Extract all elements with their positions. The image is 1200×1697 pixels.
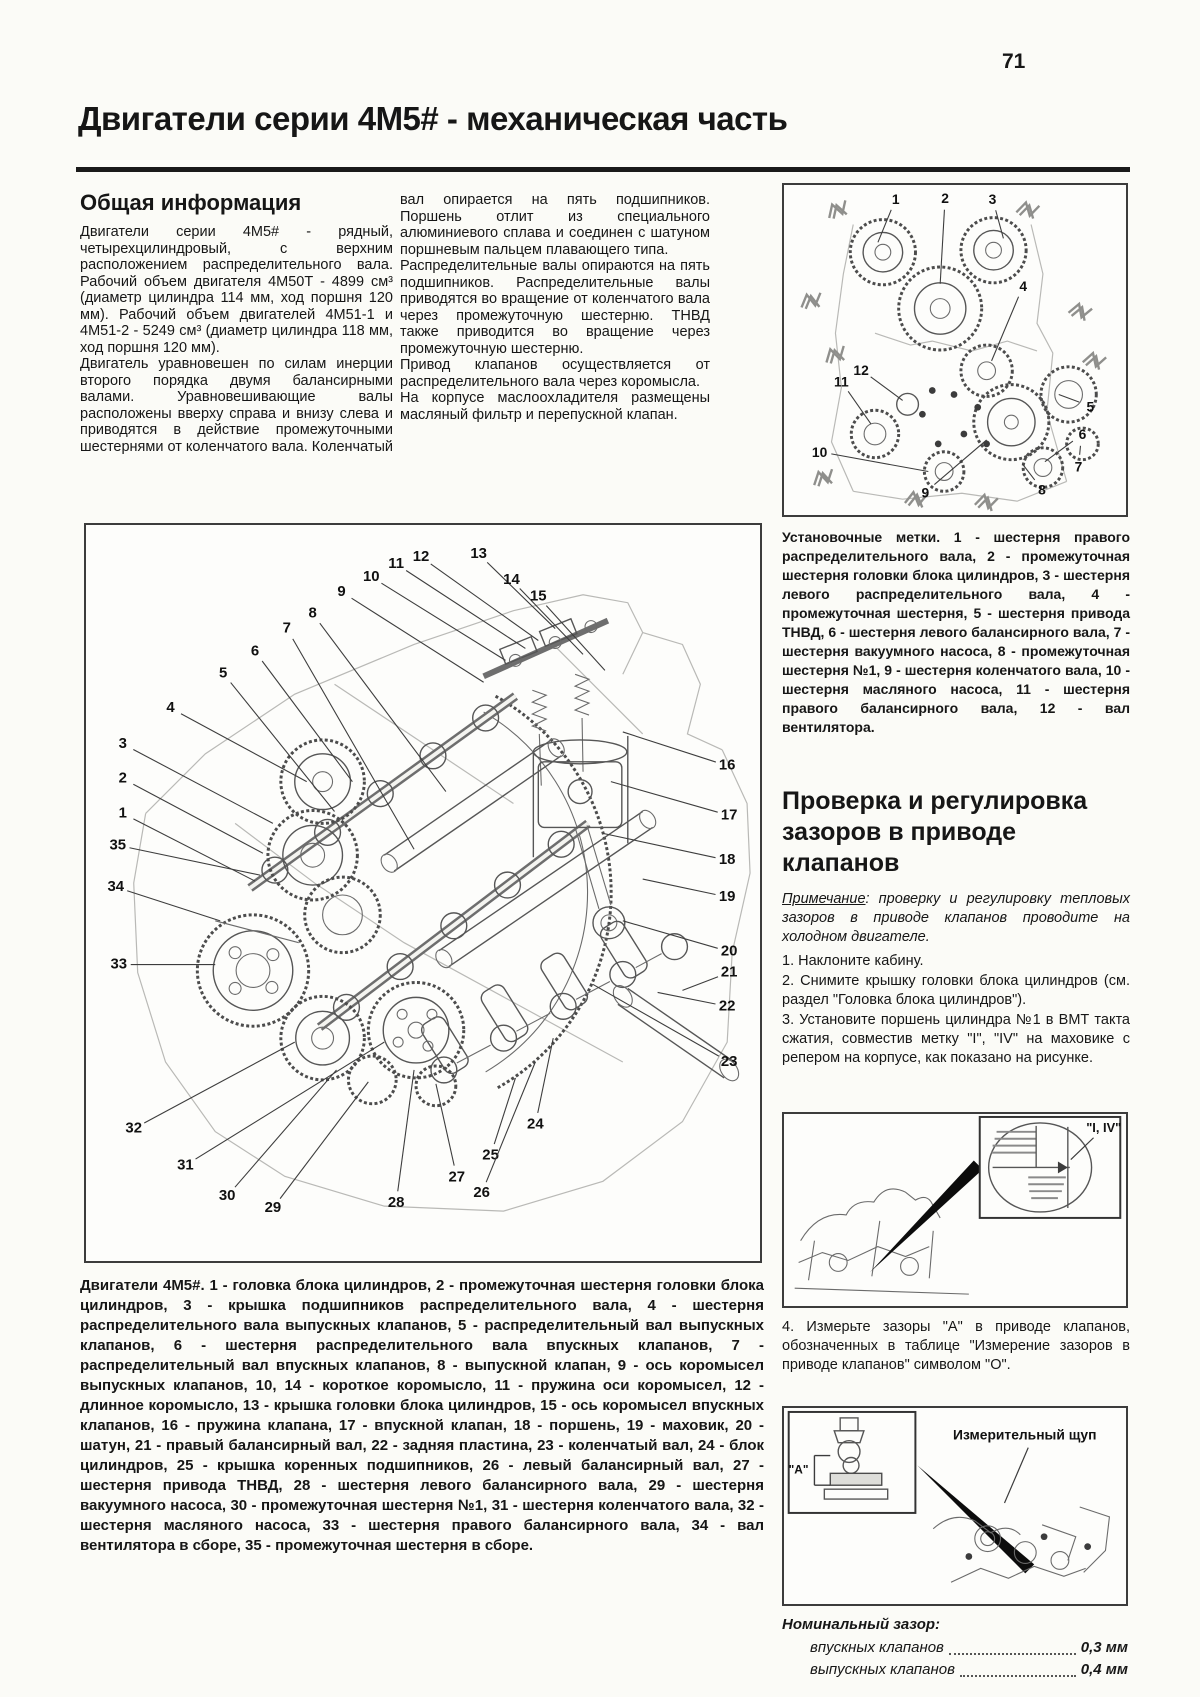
callout-line-29 (280, 1082, 368, 1199)
callout-number-26: 26 (473, 1185, 490, 1202)
general-info-column-1 (80, 190, 393, 455)
paragraph: Двигатели серии 4М5# - рядный, четырехцилиндровый, с верхним расположением распределительного вала. Рабочий объем двигателя 4М50Т - 4899 см³ (диаметр цилиндра 114 мм, ход поршня 120 мм). Рабочий объем двигателей 4М51-1 и 4М51-2 - 5249 см³ (диаметр цилиндра 118 мм, ход поршня 120 мм). (80, 224, 393, 356)
feeler-pointer-line (1004, 1448, 1028, 1503)
flywheel-inset (980, 1117, 1122, 1218)
callout-number-3: 3 (118, 735, 127, 752)
engine-exploded-figure (84, 523, 762, 1263)
dotted-leader (949, 1653, 1076, 1655)
timing-mark-symbols (800, 200, 1106, 511)
callout-number-33: 33 (110, 956, 128, 973)
callout-number-1: 1 (118, 805, 127, 822)
callout-number-4: 4 (166, 700, 175, 717)
callout-number-18: 18 (718, 852, 736, 869)
shaft-tubes (378, 736, 659, 971)
callout-number-27: 27 (448, 1169, 466, 1186)
callout-number-34: 34 (107, 879, 125, 896)
callout-number-3: 3 (988, 190, 997, 207)
callout-line-7 (1080, 446, 1081, 455)
step-2: 2. Снимите крышку головки блока цилиндров (см. раздел "Головка блока цилиндров"). (782, 973, 1130, 1008)
callout-line-20 (623, 921, 718, 948)
callout-line-11 (848, 391, 871, 424)
cylinder-head-line-art (933, 1507, 1109, 1582)
callout-line-18 (603, 833, 716, 857)
engine-exploded-diagram (86, 525, 760, 1261)
callout-number-13: 13 (470, 546, 487, 563)
step-1: 1. Наклоните кабину. (782, 953, 924, 969)
timing-marks-diagram (784, 185, 1126, 515)
engine-block-outline (134, 595, 750, 1211)
callout-number-35: 35 (109, 837, 127, 854)
callout-number-28: 28 (387, 1195, 405, 1212)
callout-line-19 (643, 879, 716, 894)
callout-line-30 (235, 1070, 337, 1187)
callout-line-5 (1059, 394, 1080, 402)
valve-section-note (782, 890, 1130, 947)
callout-line-12 (431, 564, 539, 641)
spec-title: Номинальный зазор: (782, 1616, 941, 1633)
callout-number-22: 22 (718, 998, 736, 1015)
callout-number-30: 30 (218, 1188, 236, 1205)
page-number: 71 (1002, 50, 1026, 73)
callout-number-8: 8 (308, 605, 317, 622)
callout-line-21 (682, 977, 718, 991)
valve-section-heading: Проверка и регулировка зазоров в приводе клапанов (782, 787, 1088, 877)
callout-line-1 (878, 210, 891, 242)
callout-number-15: 15 (530, 588, 547, 605)
callout-line-9 (352, 598, 484, 682)
paragraph: вал опирается на пять подшипников. Поршень отлит из специального алюминиевого сплава и соединен с шатуном поршневым пальцем плавающего типа. (400, 192, 710, 258)
feeler-gauge-figure (782, 1406, 1128, 1606)
callout-number-4: 4 (1019, 277, 1028, 294)
callout-number-11: 11 (388, 555, 405, 572)
valve-section-steps (782, 952, 1130, 1069)
callout-number-11: 11 (834, 373, 849, 390)
spec-value: 0,4 мм (1080, 1661, 1128, 1678)
callout-line-23 (593, 984, 719, 1056)
spec-row-intake (782, 1637, 1128, 1659)
flywheel-mark-diagram (784, 1114, 1126, 1306)
general-info-column-2 (400, 192, 710, 423)
callout-number-5: 5 (219, 665, 228, 682)
callout-line-12 (871, 377, 903, 401)
callout-number-14: 14 (503, 571, 520, 588)
callout-number-2: 2 (941, 189, 949, 206)
callout-line-31 (196, 1042, 385, 1159)
callout-number-10: 10 (811, 443, 828, 460)
crankshaft (419, 918, 688, 1083)
flywheel-mark-label: "I, IV" (1086, 1119, 1122, 1135)
callout-line-10 (831, 454, 928, 472)
nominal-clearance-spec (782, 1616, 1128, 1681)
front-gear-cluster (197, 740, 463, 1106)
callout-line-28 (398, 1070, 414, 1191)
callout-number-10: 10 (363, 568, 380, 585)
paragraph: Привод клапанов осуществляется от распределительного вала через коромысла. (400, 357, 710, 390)
callout-line-17 (611, 782, 718, 813)
callout-line-6 (262, 661, 352, 782)
dotted-leader (960, 1675, 1076, 1677)
callout-line-22 (658, 992, 716, 1004)
paragraph: На корпусе маслоохладителя размещены масляный фильтр и перепускной клапан. (400, 390, 710, 423)
callout-number-23: 23 (720, 1053, 738, 1070)
callout-number-25: 25 (482, 1147, 499, 1164)
valve-section-step-4: 4. Измерьте зазоры "А" в приводе клапанов, обозначенных в таблице "Измерение зазоров в приводе клапанов" символом "О". (782, 1319, 1130, 1373)
callout-number-31: 31 (177, 1157, 194, 1174)
feeler-blade (917, 1465, 1034, 1573)
callout-number-9: 9 (337, 583, 346, 600)
callout-number-9: 9 (921, 484, 930, 501)
callout-number-5: 5 (1086, 398, 1095, 415)
callout-number-29: 29 (264, 1200, 282, 1217)
callout-number-20: 20 (720, 943, 738, 960)
callout-number-8: 8 (1038, 481, 1046, 498)
callout-line-8 (320, 623, 446, 791)
callout-line-15 (546, 606, 605, 671)
callout-line-4 (181, 714, 307, 782)
paragraph: Двигатель уравновешен по силам инерции второго порядка двумя балансирными валами. Уравновешивающие валы расположены вверху справа и внизу слева и приводятся в действие промежуточными шестернями от коленчатого вала. Коленчатый (80, 356, 393, 455)
callout-number-7: 7 (1074, 458, 1083, 475)
callout-line-8 (1022, 464, 1035, 480)
callout-number-16: 16 (718, 757, 736, 774)
spec-row-exhaust (782, 1659, 1128, 1681)
note-text: : проверку и регулировку тепловых зазоров в приводе клапанов проводите на холодном двигателе. (782, 891, 1130, 945)
callout-number-19: 19 (718, 888, 736, 905)
callout-line-3 (996, 210, 1004, 238)
page-title: Двигатели серии 4М5# - механическая часть (78, 100, 788, 137)
general-info-heading: Общая информация (80, 190, 302, 215)
spec-name: выпускных клапанов (810, 1661, 955, 1678)
feeler-gauge-diagram (784, 1408, 1126, 1604)
callout-number-7: 7 (282, 620, 291, 637)
callout-line-25 (494, 1078, 515, 1144)
callout-line-2 (940, 210, 944, 284)
callout-number-12: 12 (412, 548, 430, 565)
step-3: 3. Установите поршень цилиндра №1 в ВМТ такта сжатия, совместив метку "I", "IV" на маховике с репером на корпусе, как показано на рисунке. (782, 1012, 1130, 1066)
paragraph: Распределительные валы опираются на пять подшипников. Распределительные валы приводятся во вращение от коленчатого вала через промежуточную шестерню. ТНВД также приводится во вращение через промежуточную шестерню. (400, 258, 710, 357)
callout-number-32: 32 (125, 1120, 143, 1137)
callout-number-6: 6 (250, 643, 260, 660)
callout-line-2 (133, 784, 263, 853)
callout-line-16 (623, 732, 716, 762)
timing-figure-caption: Установочные метки. 1 - шестерня правого распределительного вала, 2 - промежуточная шестерня головки блока цилиндров, 3 - шестерня левого распределительного вала, 4 - промежуточная шестерня, 5 - шестерня привода ТНВД, 6 - шестерня левого балансирного вала, 7 - шестерня вакуумного насоса, 8 - промежуточная шестерня №1, 9 - шестерня коленчатого вала, 10 - шестерня масляного насоса, 11 - шестерня правого балансирного вала, 12 - вал вентилятора. (782, 529, 1130, 735)
pointer-wedge (870, 1161, 983, 1273)
flywheel-mark-figure (782, 1112, 1128, 1308)
callout-line-1 (133, 819, 255, 881)
callout-number-17: 17 (720, 807, 738, 824)
callout-number-6: 6 (1078, 425, 1087, 442)
callout-line-34 (127, 891, 220, 921)
callout-number-21: 21 (720, 964, 738, 981)
note-label: Примечание (782, 891, 866, 907)
callout-line-9 (934, 440, 986, 485)
feeler-gauge-label: Измерительный щуп (953, 1426, 1097, 1443)
callout-line-3 (133, 749, 273, 823)
engine-figure-caption: Двигатели 4М5#. 1 - головка блока цилиндров, 2 - промежуточная шестерня головки блока цилиндров, 3 - крышка подшипников распределительного вала, 4 - шестерня распределительного вала выпускных клапанов, 5 - распределительный вал выпускных клапанов, 6 - шестерня распределительного вала впускных клапанов, 7 - распределительный вал впускных клапанов, 8 - выпускной клапан, 9 - ось коромысел выпускных клапанов, 10, 14 - короткое коромысло, 11 - пружина оси коромысел, 12 - длинное коромысло, 13 - крышка головки блока цилиндров, 15 - ось коромысел впускных клапанов, 16 - пружина клапана, 17 - впускной клапан, 18 - поршень, 19 - маховик, 20 - шатун, 21 - правый балансирный вал, 22 - задняя пластина, 23 - коленчатый вал, 24 - блок цилиндров, 25 - крышка коренных подшипников, 26 - левый балансирный вал, 27 - шестерня привода ТНВД, 28 - шестерня левого балансирного вала, 29 - шестерня вакуумного насоса, 30 - промежуточная шестерня №1, 31 - шестерня коленчатого вала, 32 - шестерня масляного насоса, 33 - шестерня правого балансирного вала, 34 - вал вентилятора в сборе, 35 - промежуточная шестерня в сборе. (80, 1277, 764, 1554)
callout-line-32 (144, 1042, 295, 1123)
spec-name: впускных клапанов (810, 1639, 944, 1656)
gap-label: "А" (788, 1462, 809, 1477)
callout-number-24: 24 (527, 1116, 544, 1133)
timing-marks-figure (782, 183, 1128, 517)
rocker-gap-inset (789, 1412, 916, 1513)
callout-line-35 (129, 848, 259, 875)
callout-number-1: 1 (891, 190, 900, 207)
spec-value: 0,3 мм (1080, 1639, 1128, 1656)
callout-number-2: 2 (118, 770, 127, 787)
title-rule (76, 167, 1130, 172)
callout-number-12: 12 (853, 361, 869, 378)
